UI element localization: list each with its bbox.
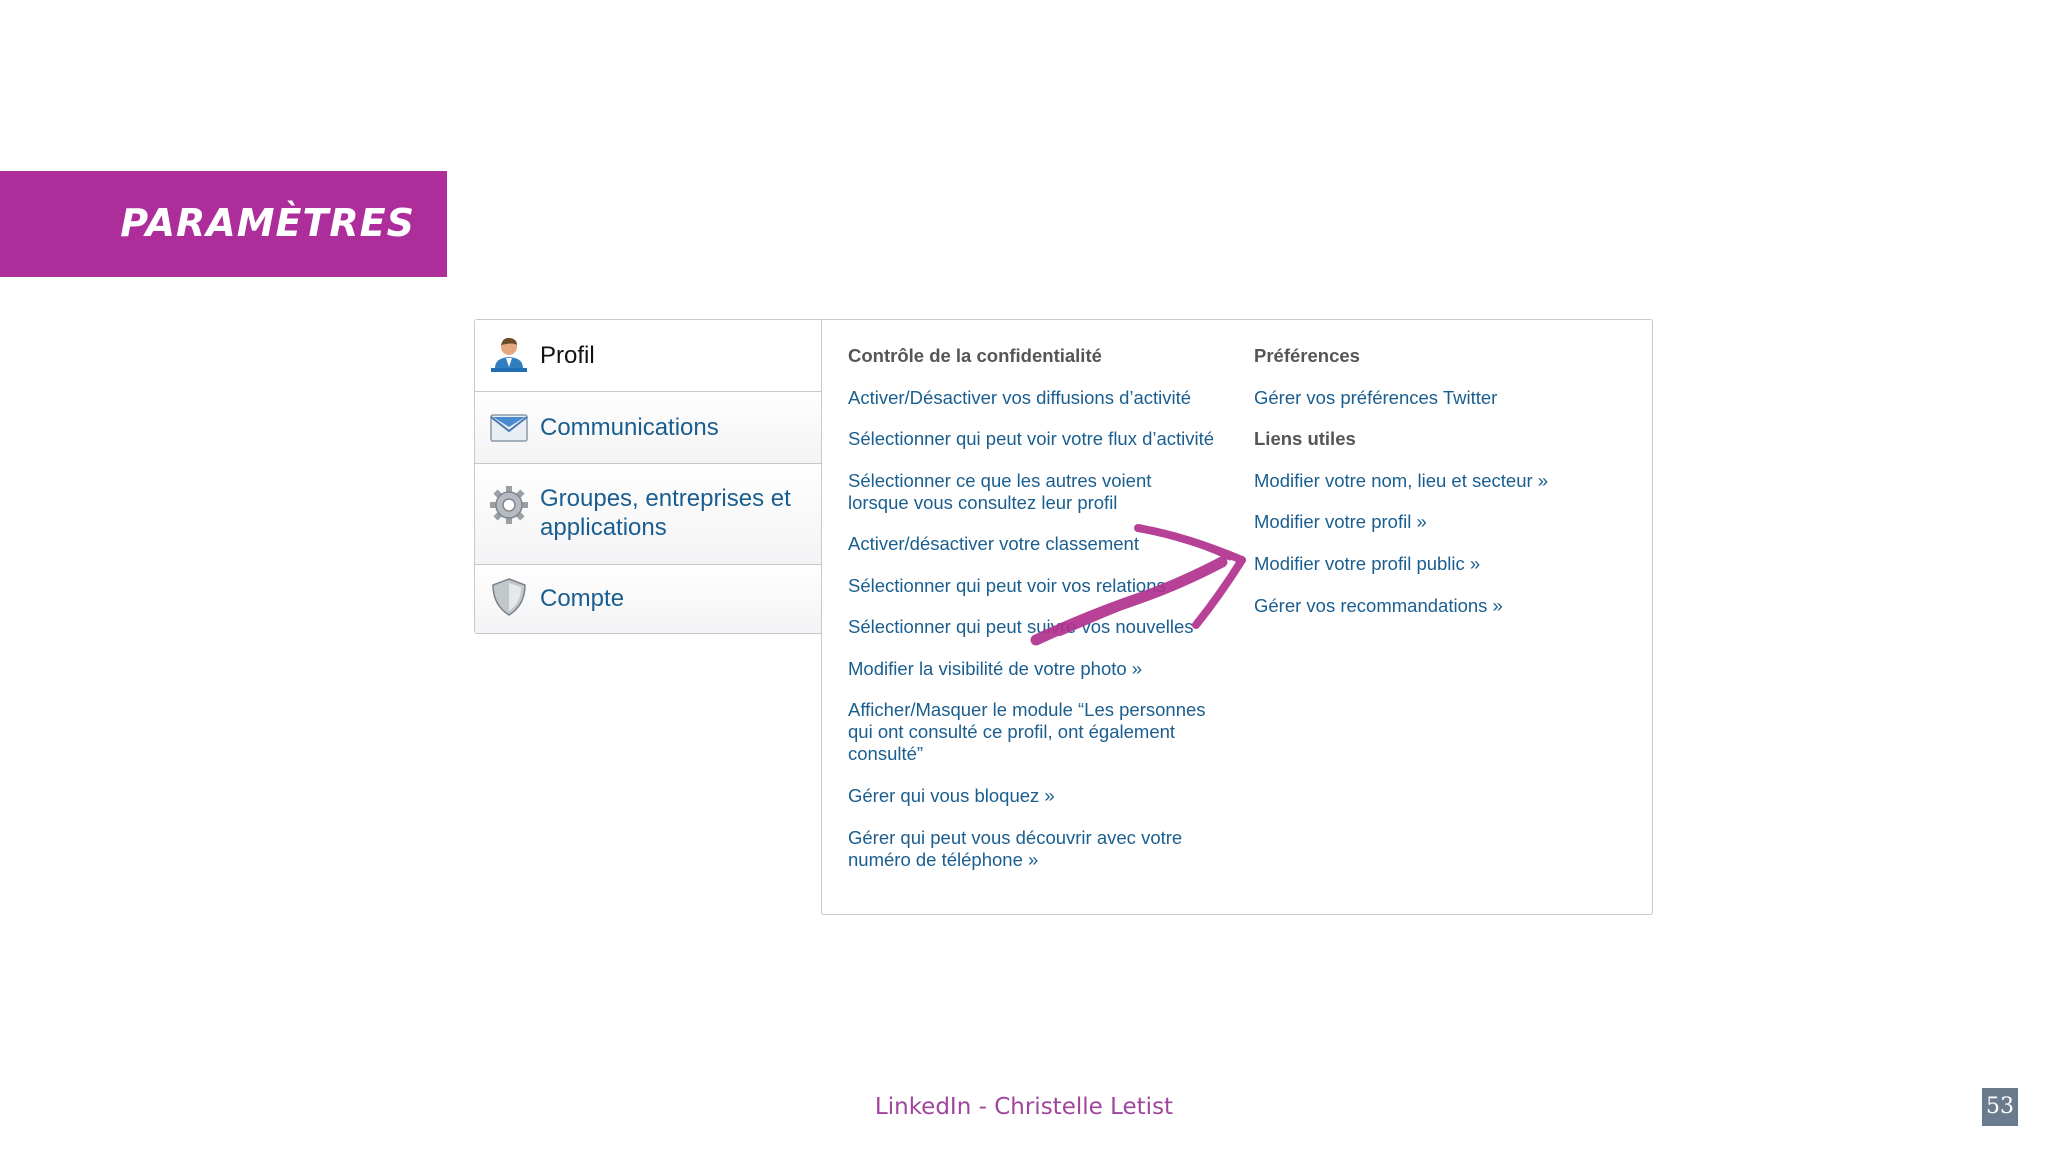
settings-content xyxy=(821,319,1653,915)
tab-compte-label: Compte xyxy=(540,585,625,612)
useful-links-heading: Liens utiles xyxy=(1254,428,1356,449)
privacy-link[interactable]: Gérer qui peut vous découvrir avec votre numéro de téléphone » xyxy=(848,827,1183,870)
tab-communications[interactable] xyxy=(475,392,823,464)
tab-communications-label: Communications xyxy=(540,414,719,441)
gear-icon xyxy=(489,485,529,525)
privacy-link[interactable]: Activer/désactiver votre classement xyxy=(848,533,1139,554)
useful-link[interactable]: Modifier votre profil public » xyxy=(1254,553,1481,574)
useful-link[interactable]: Gérer vos recommandations » xyxy=(1254,595,1503,616)
envelope-icon xyxy=(489,407,529,447)
tab-groupes-label: Groupes, entreprises et applications xyxy=(540,485,791,541)
useful-link[interactable]: Modifier votre nom, lieu et secteur » xyxy=(1254,470,1549,491)
slide-title: PARAMÈTRES xyxy=(120,201,415,245)
page-number: 53 xyxy=(1982,1088,2018,1126)
tab-compte[interactable] xyxy=(475,565,823,633)
person-icon xyxy=(489,334,529,374)
privacy-link[interactable]: Sélectionner qui peut suivre vos nouvelles xyxy=(848,616,1194,637)
slide-footer: LinkedIn - Christelle Letist xyxy=(874,1094,1174,1120)
tab-profil[interactable] xyxy=(475,320,823,392)
privacy-link[interactable]: Sélectionner ce que les autres voient lorsque vous consultez leur profil xyxy=(848,470,1152,513)
privacy-link[interactable]: Modifier la visibilité de votre photo » xyxy=(848,658,1143,679)
tab-groupes[interactable] xyxy=(475,464,823,565)
useful-link[interactable]: Modifier votre profil » xyxy=(1254,511,1427,532)
privacy-link[interactable]: Sélectionner qui peut voir vos relations xyxy=(848,575,1166,596)
settings-tabs xyxy=(474,319,822,634)
privacy-link[interactable]: Gérer qui vous bloquez » xyxy=(848,785,1055,806)
tab-profil-label: Profil xyxy=(540,342,595,369)
privacy-heading: Contrôle de la confidentialité xyxy=(848,345,1102,366)
privacy-link[interactable]: Afficher/Masquer le module “Les personnes qui ont consulté ce profil, ont également consulté” xyxy=(848,699,1206,764)
privacy-link[interactable]: Sélectionner qui peut voir votre flux d’activité xyxy=(848,428,1215,449)
privacy-link[interactable]: Activer/Désactiver vos diffusions d’activité xyxy=(848,387,1192,408)
title-banner xyxy=(0,171,447,277)
preferences-heading: Préférences xyxy=(1254,345,1360,366)
shield-icon xyxy=(489,577,529,617)
preferences-link[interactable]: Gérer vos préférences Twitter xyxy=(1254,387,1498,408)
